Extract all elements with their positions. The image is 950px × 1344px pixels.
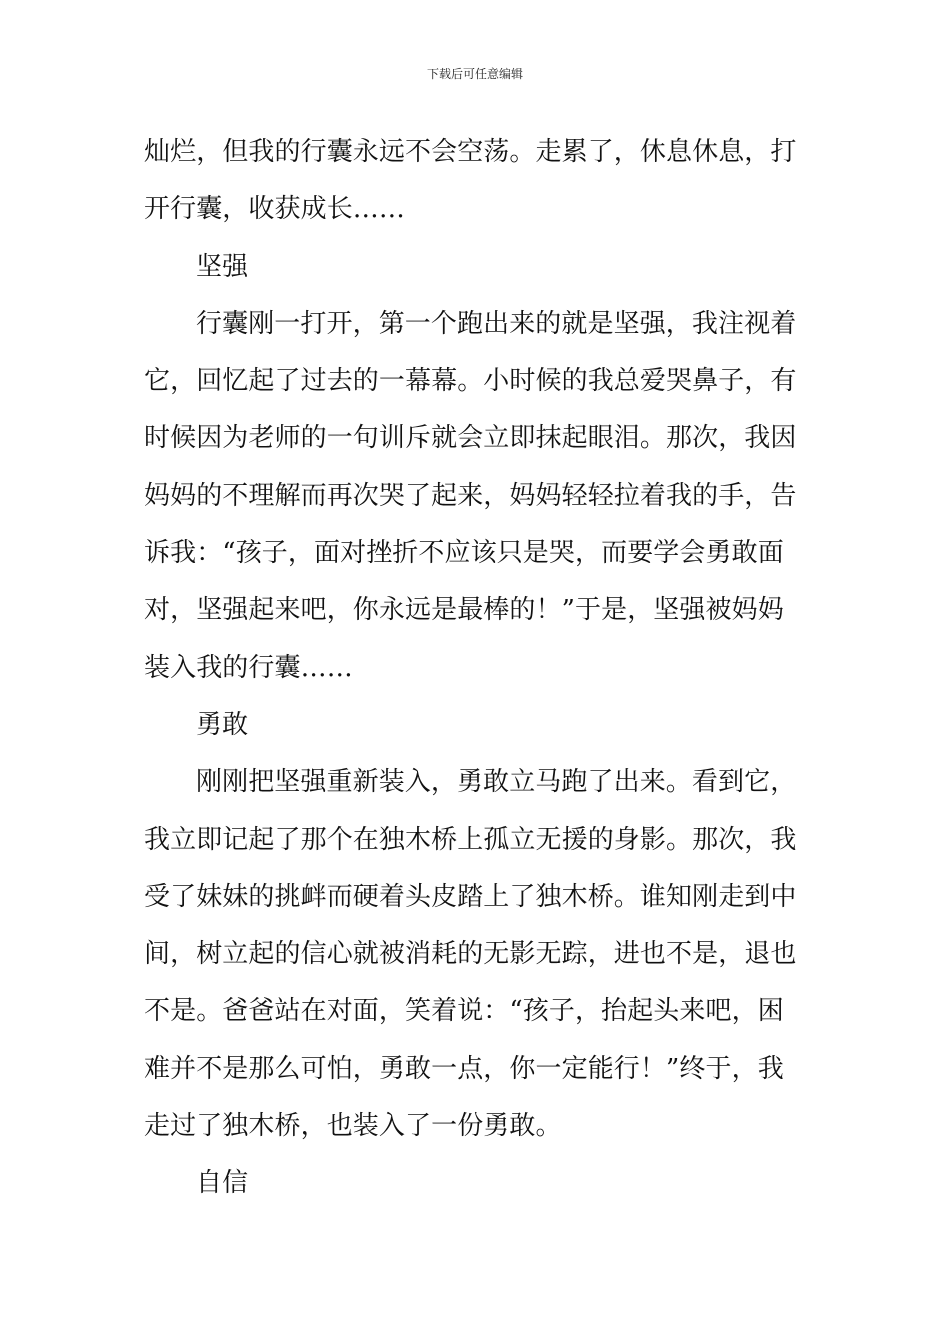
text-line: 它，回忆起了过去的一幕幕。小时候的我总爱哭鼻子，有 xyxy=(144,366,797,397)
text-line: 时候因为老师的一句训斥就会立即抹起眼泪。那次，我因 xyxy=(144,423,797,454)
text-line: 不是。爸爸站在对面，笑着说：“孩子，抬起头来吧，困 xyxy=(144,996,784,1027)
section-heading: 勇敢 xyxy=(196,709,249,740)
text-line: 对，坚强起来吧，你永远是最棒的！”于是，坚强被妈妈 xyxy=(144,595,784,626)
text-line: 间，树立起的信心就被消耗的无影无踪，进也不是，退也 xyxy=(144,939,797,970)
text-line: 走过了独木桥，也装入了一份勇敢。 xyxy=(144,1111,562,1142)
document-body xyxy=(144,124,808,1213)
text-line: 装入我的行囊…… xyxy=(144,652,353,683)
text-line: 刚刚把坚强重新装入，勇敢立马跑了出来。看到它， xyxy=(196,767,797,798)
section-heading: 自信 xyxy=(196,1168,249,1199)
text-line: 灿烂，但我的行囊永远不会空荡。走累了，休息休息，打 xyxy=(144,137,797,167)
section-heading: 坚强 xyxy=(196,251,249,282)
text-line: 难并不是那么可怕，勇敢一点，你一定能行！”终于，我 xyxy=(144,1053,784,1084)
text-line: 妈妈的不理解而再次哭了起来，妈妈轻轻拉着我的手，告 xyxy=(144,480,797,511)
text-line: 行囊刚一打开，第一个跑出来的就是坚强，我注视着 xyxy=(196,308,797,339)
text-line: 诉我：“孩子，面对挫折不应该只是哭，而要学会勇敢面 xyxy=(144,538,784,569)
text-line: 受了妹妹的挑衅而硬着头皮踏上了独木桥。谁知刚走到中 xyxy=(144,881,797,912)
text-line: 我立即记起了那个在独木桥上孤立无援的身影。那次，我 xyxy=(144,824,797,855)
text-line: 开行囊，收获成长…… xyxy=(144,194,406,225)
page-header: 下载后可任意编辑 xyxy=(426,67,523,81)
